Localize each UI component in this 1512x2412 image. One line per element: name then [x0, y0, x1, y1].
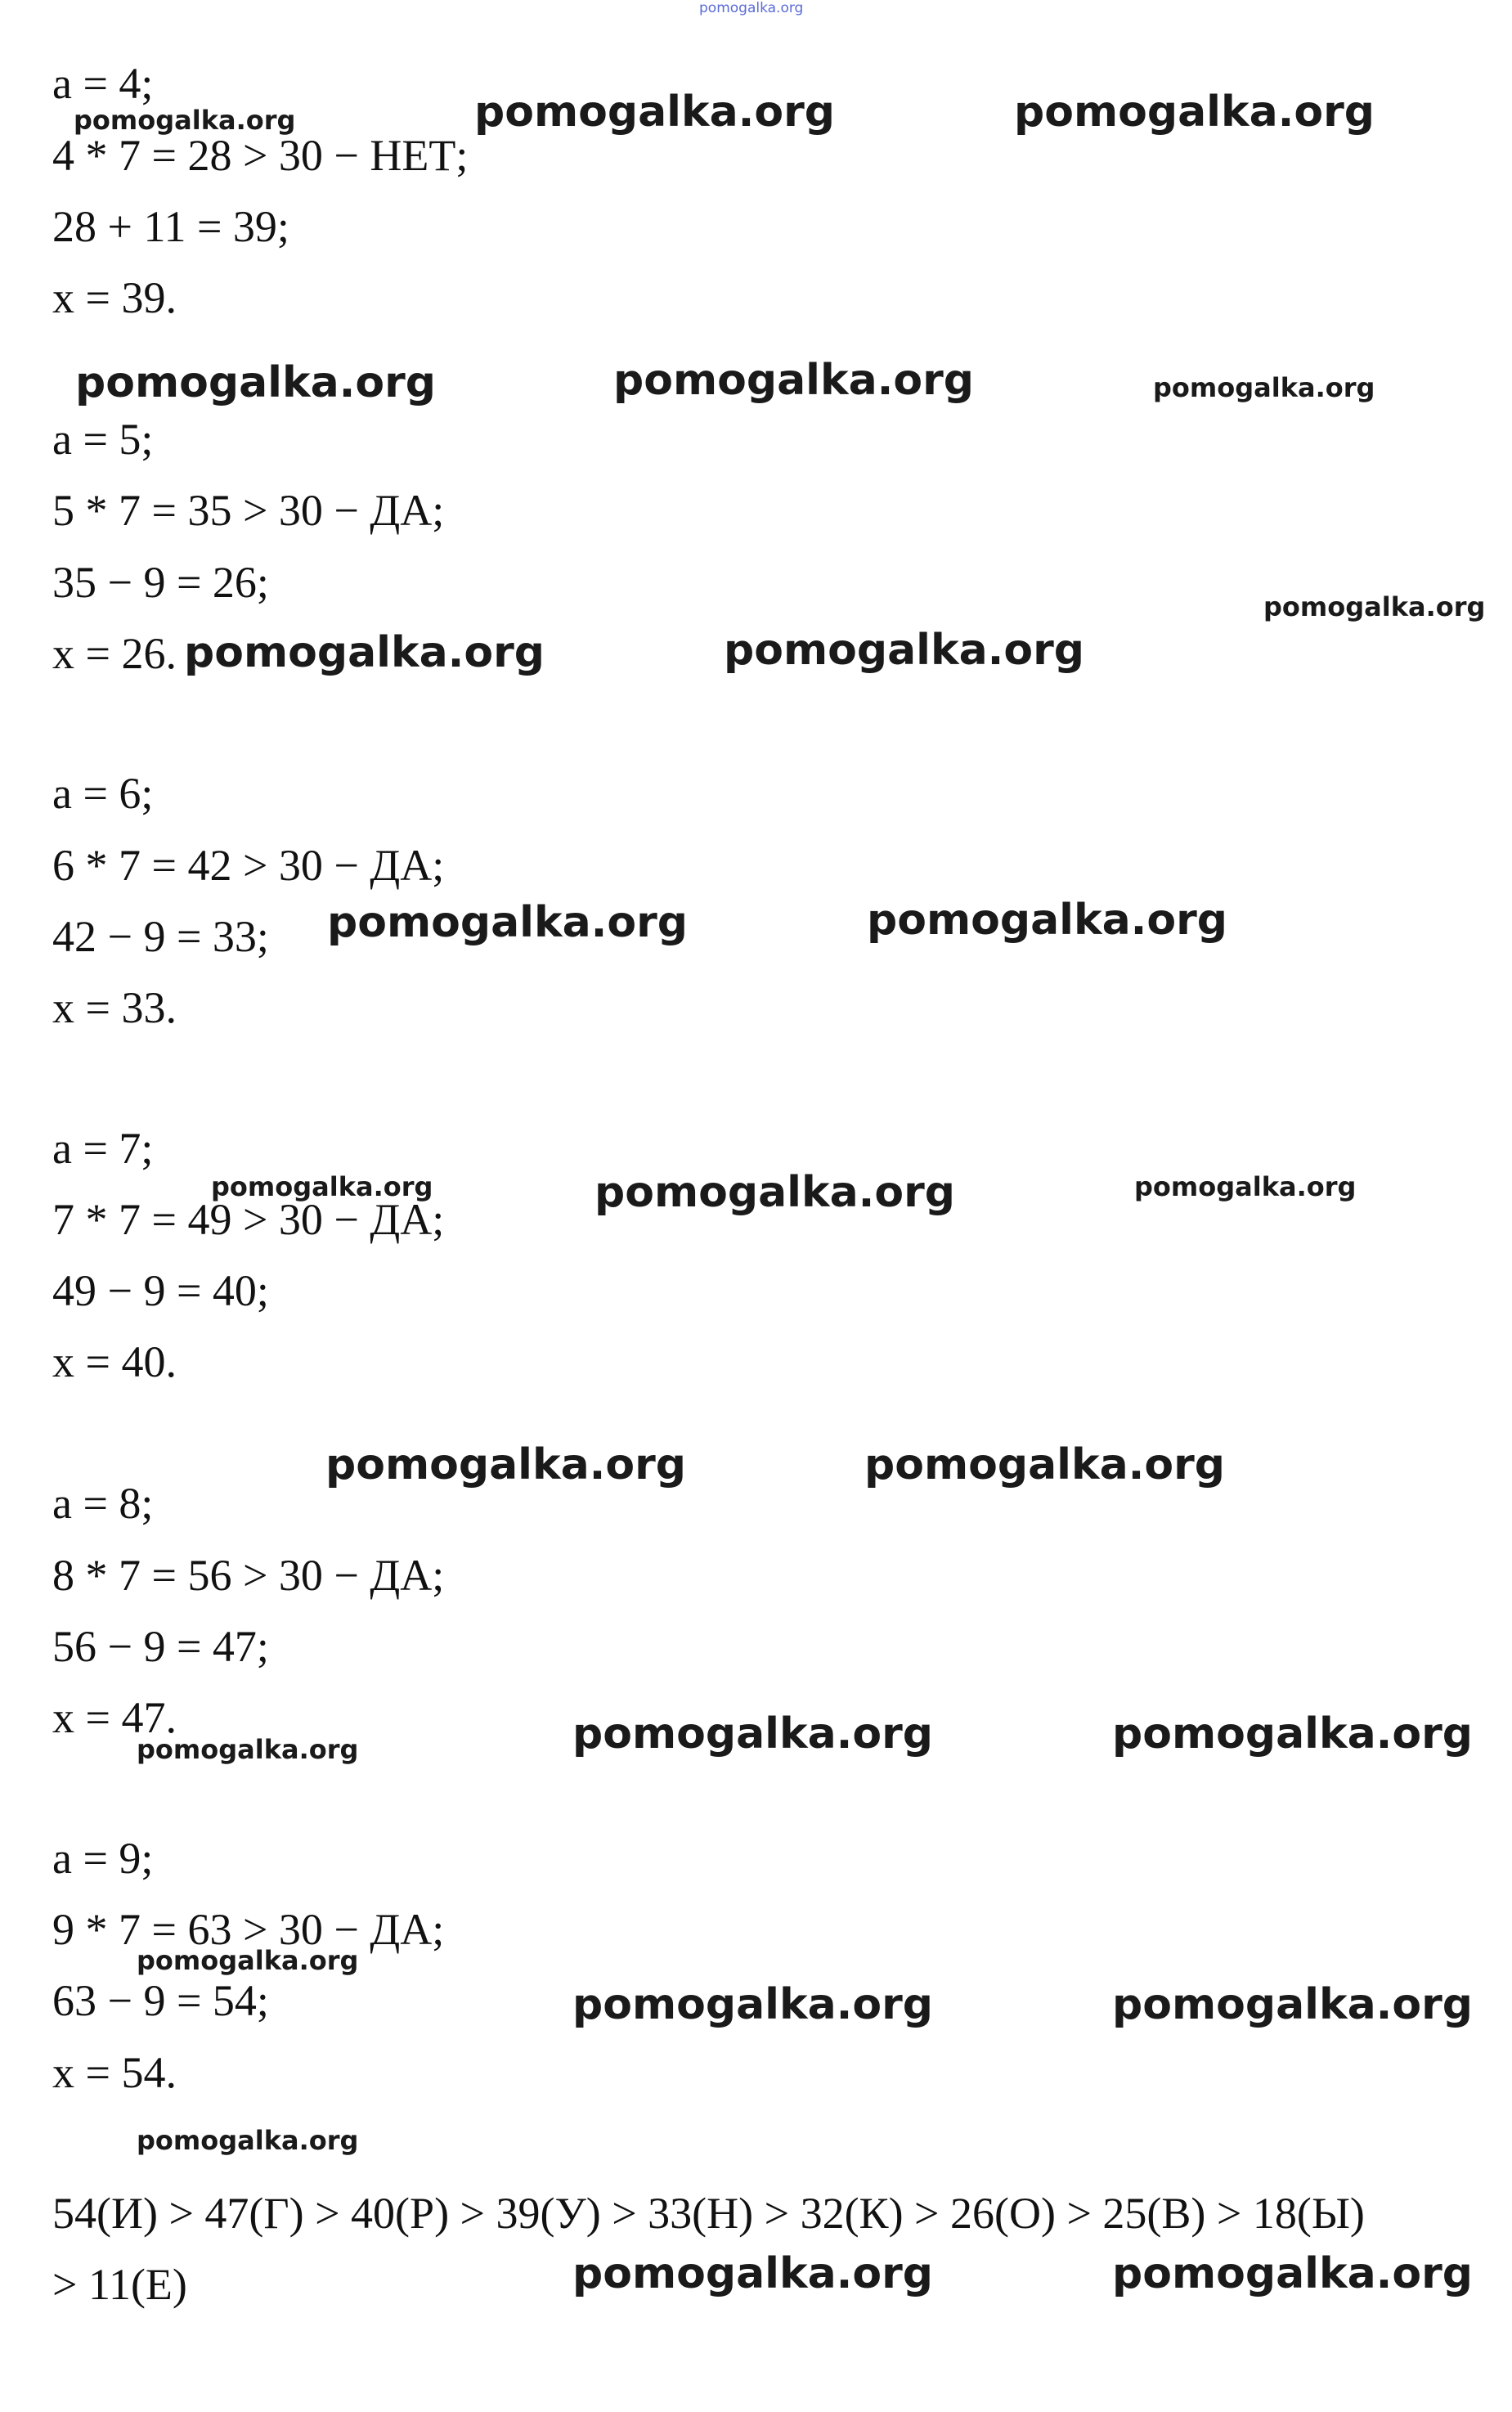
- watermark-23: pomogalka.org: [137, 2125, 359, 2156]
- block-4-line-2: 4 * 7 = 28 > 30 − НЕТ;: [52, 131, 469, 180]
- watermark-10: pomogalka.org: [327, 898, 689, 947]
- watermark-14: pomogalka.org: [1134, 1171, 1357, 1202]
- block-7-line-2: 7 * 7 = 49 > 30 − ДА;: [52, 1195, 445, 1244]
- block-6-line-4: x = 33.: [52, 983, 177, 1032]
- result-line-1: 54(И) > 47(Г) > 40(Р) > 39(У) > 33(Н) > 32(К) > 26(О) > 25(В) > 18(Ы): [52, 2189, 1365, 2238]
- watermark-19: pomogalka.org: [1112, 1709, 1474, 1758]
- watermark-4: pomogalka.org: [75, 358, 437, 407]
- watermark-7: pomogalka.org: [1263, 591, 1486, 622]
- block-5-line-3: 35 − 9 = 26;: [52, 558, 269, 607]
- block-9-line-4: x = 54.: [52, 2048, 177, 2097]
- block-8-line-1: a = 8;: [52, 1479, 154, 1528]
- watermark-22: pomogalka.org: [1112, 1980, 1474, 2029]
- block-9-line-1: a = 9;: [52, 1834, 154, 1883]
- watermark-5: pomogalka.org: [613, 356, 975, 405]
- watermark-18: pomogalka.org: [572, 1709, 934, 1758]
- block-7-line-3: 49 − 9 = 40;: [52, 1266, 269, 1315]
- block-6-line-1: a = 6;: [52, 769, 154, 818]
- block-4-line-3: 28 + 11 = 39;: [52, 202, 289, 251]
- block-7-line-1: a = 7;: [52, 1124, 154, 1173]
- watermark-15: pomogalka.org: [325, 1440, 687, 1489]
- block-7-line-4: x = 40.: [52, 1337, 177, 1386]
- block-4-line-4: x = 39.: [52, 273, 177, 322]
- watermark-9: pomogalka.org: [724, 626, 1085, 675]
- block-4-line-1: a = 4;: [52, 59, 154, 108]
- block-9-line-3: 63 − 9 = 54;: [52, 1976, 269, 2025]
- block-6-line-2: 6 * 7 = 42 > 30 − ДА;: [52, 841, 445, 890]
- watermark-24: pomogalka.org: [572, 2249, 934, 2298]
- watermark-12: pomogalka.org: [211, 1171, 433, 1202]
- block-8-line-3: 56 − 9 = 47;: [52, 1622, 269, 1671]
- block-5-line-1: a = 5;: [52, 415, 154, 464]
- watermark-20: pomogalka.org: [137, 1945, 359, 1976]
- watermark-21: pomogalka.org: [572, 1980, 934, 2029]
- block-8-line-4: x = 47.: [52, 1693, 177, 1742]
- watermark-1: pomogalka.org: [74, 105, 296, 136]
- watermark-11: pomogalka.org: [867, 896, 1228, 945]
- watermark-8: pomogalka.org: [184, 628, 545, 677]
- block-6-line-3: 42 − 9 = 33;: [52, 912, 269, 961]
- watermark-6: pomogalka.org: [1153, 372, 1375, 403]
- block-5-line-2: 5 * 7 = 35 > 30 − ДА;: [52, 486, 445, 535]
- watermark-3: pomogalka.org: [1014, 88, 1375, 137]
- watermark-2: pomogalka.org: [474, 88, 836, 137]
- watermark-13: pomogalka.org: [594, 1168, 956, 1217]
- header-watermark: pomogalka.org: [699, 0, 804, 16]
- watermark-17: pomogalka.org: [137, 1734, 359, 1765]
- block-8-line-2: 8 * 7 = 56 > 30 − ДА;: [52, 1551, 445, 1600]
- block-9-line-2: 9 * 7 = 63 > 30 − ДА;: [52, 1905, 445, 1954]
- result-line-2: > 11(Е): [52, 2260, 187, 2309]
- watermark-25: pomogalka.org: [1112, 2249, 1474, 2298]
- block-5-line-4: x = 26.: [52, 629, 177, 678]
- watermark-16: pomogalka.org: [864, 1440, 1226, 1489]
